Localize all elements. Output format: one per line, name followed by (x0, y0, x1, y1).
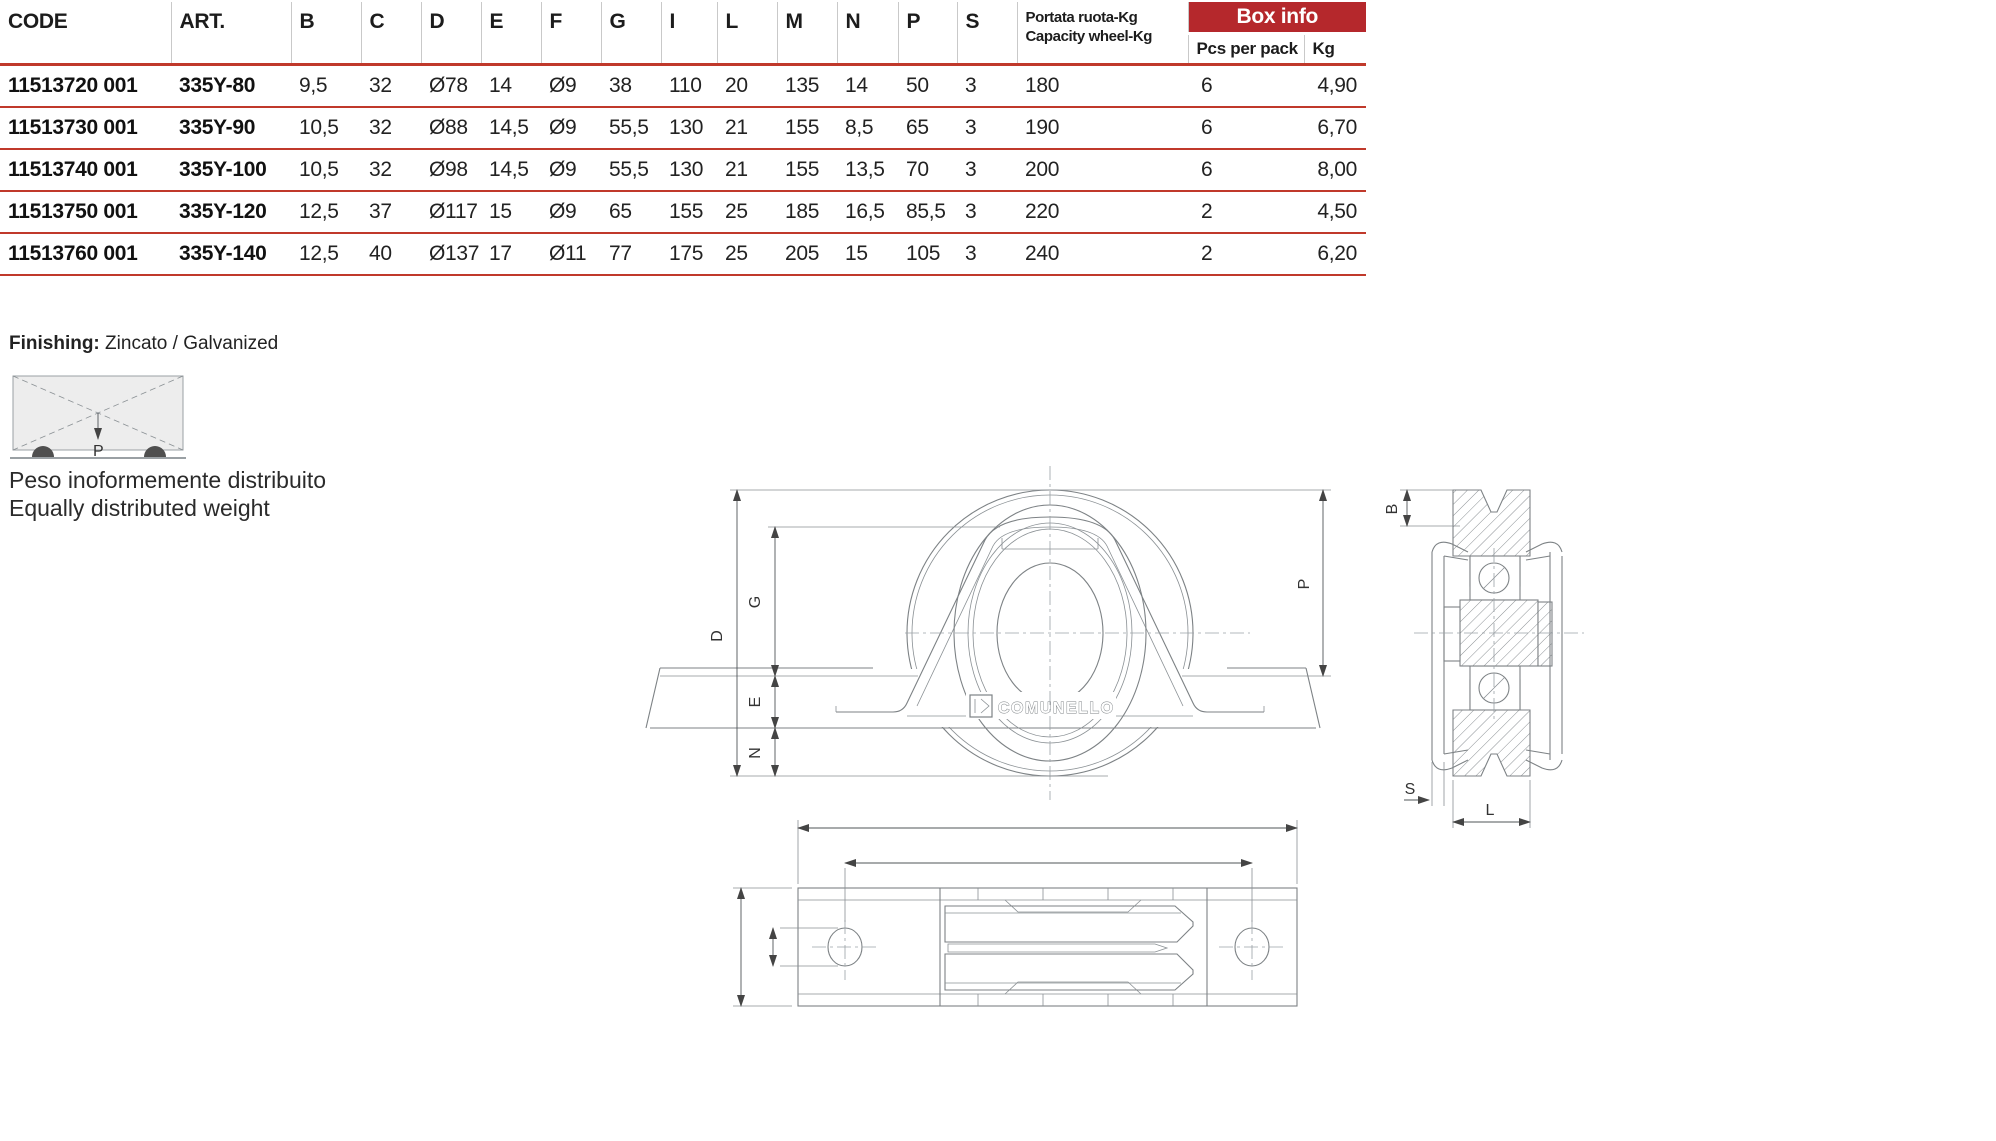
cell: 2 (1201, 242, 1213, 265)
cell: Ø9 (541, 65, 601, 108)
cell: 40 (369, 242, 392, 265)
cell: 8,00 (1317, 158, 1357, 181)
cell: 220 (1025, 200, 1060, 223)
cell: 335Y-90 (179, 116, 256, 139)
dim-label-g: G (747, 595, 764, 609)
front-view-drawing (646, 466, 1331, 800)
cell: 10,5 (299, 158, 339, 181)
cell: 65 (609, 200, 632, 223)
cell: 335Y-80 (171, 65, 291, 108)
col-header-art: ART. (171, 2, 291, 65)
cell: 4,50 (1317, 200, 1357, 223)
cell: 11513720 001 (0, 65, 171, 108)
col-header-b: B (291, 2, 361, 65)
cell: 14 (837, 65, 898, 108)
top-view-drawing (733, 820, 1297, 1006)
cell: 14,5 (489, 116, 529, 139)
col-header-p: P (898, 2, 957, 65)
cell: Ø78 (421, 65, 481, 108)
cell: 3 (965, 158, 977, 181)
cell: 335Y-140 (179, 242, 267, 265)
cell: 13,5 (845, 158, 885, 181)
col-header-s: S (957, 2, 1017, 65)
col-header-code: CODE (0, 2, 171, 65)
cell: 4,90 (1304, 65, 1366, 108)
cell: 6,70 (1317, 116, 1357, 139)
dim-label-s: S (1404, 781, 1416, 798)
finishing-label: Finishing: (9, 333, 100, 354)
cell: 38 (601, 65, 661, 108)
cell: 21 (725, 158, 748, 181)
cell: 180 (1017, 65, 1188, 108)
cell: 200 (1025, 158, 1060, 181)
cell: 11513730 001 (8, 116, 138, 139)
cell: 85,5 (906, 200, 946, 223)
col-header-e: E (481, 2, 541, 65)
cell: 205 (785, 242, 820, 265)
cell: 15 (845, 242, 868, 265)
cell: 50 (898, 65, 957, 108)
cell: 2 (1201, 200, 1213, 223)
cell: Ø9 (549, 158, 577, 181)
cell: Ø137 (429, 242, 480, 265)
cell: 3 (965, 116, 977, 139)
weight-note-line2: Equally distributed weight (9, 495, 270, 521)
cell: 6 (1201, 116, 1213, 139)
cell: 11513750 001 (8, 200, 138, 223)
col-header-n: N (837, 2, 898, 65)
weight-diagram-p-label: P (93, 443, 104, 460)
cell: Ø88 (429, 116, 468, 139)
col-header-m: M (777, 2, 837, 65)
cell: 25 (725, 200, 748, 223)
comunello-logo (966, 692, 1116, 719)
cell: 155 (785, 116, 820, 139)
cell: 135 (777, 65, 837, 108)
cell: 14,5 (489, 158, 529, 181)
cell: 6,20 (1317, 242, 1357, 265)
cell: 20 (717, 65, 777, 108)
col-header-kg: Kg (1312, 39, 1335, 58)
cell: 32 (361, 65, 421, 108)
cell: 11513760 001 (8, 242, 138, 265)
cell: 335Y-100 (179, 158, 267, 181)
dim-label-n: N (747, 747, 764, 759)
finishing-value: Zincato / Galvanized (105, 333, 279, 354)
box-info-banner: Box info (1188, 2, 1366, 34)
cell: 6 (1188, 65, 1304, 108)
cell: Ø11 (549, 242, 587, 265)
dim-label-p: P (1296, 578, 1313, 590)
cell: 32 (369, 158, 392, 181)
col-header-capacity: Portata ruota-Kg Capacity wheel-Kg (1017, 2, 1188, 65)
cell: 155 (669, 200, 704, 223)
col-header-l: L (717, 2, 777, 65)
cell: 21 (725, 116, 748, 139)
cell: 8,5 (845, 116, 874, 139)
cell: 130 (669, 158, 704, 181)
cell: 10,5 (299, 116, 339, 139)
cell: 240 (1025, 242, 1060, 265)
col-header-f: F (541, 2, 601, 65)
cell: 185 (785, 200, 820, 223)
cell: 55,5 (609, 116, 649, 139)
dim-label-l: L (1485, 802, 1495, 819)
cell: 15 (489, 200, 512, 223)
cell: 110 (661, 65, 717, 108)
cell: 3 (965, 242, 977, 265)
cell: 335Y-120 (179, 200, 267, 223)
dim-label-b: B (1384, 503, 1401, 515)
comunello-logo-text: COMUNELLO (998, 700, 1115, 717)
cell: 70 (906, 158, 929, 181)
cell: 9,5 (291, 65, 361, 108)
cell: 3 (957, 65, 1017, 108)
col-header-i: I (661, 2, 717, 65)
cell: Ø98 (429, 158, 468, 181)
cell: 12,5 (299, 242, 339, 265)
dim-label-e: E (747, 696, 764, 708)
cell: 17 (489, 242, 512, 265)
cell: 11513740 001 (8, 158, 138, 181)
dim-label-d: D (709, 630, 726, 642)
cell: 32 (369, 116, 392, 139)
cell: 16,5 (845, 200, 885, 223)
col-header-g: G (601, 2, 661, 65)
cell: 155 (785, 158, 820, 181)
cell: 37 (369, 200, 392, 223)
cell: 3 (965, 200, 977, 223)
cell: Ø9 (549, 116, 577, 139)
cell: 175 (669, 242, 704, 265)
cell: 6 (1201, 158, 1213, 181)
cell: 12,5 (299, 200, 339, 223)
side-view-drawing (1384, 490, 1584, 828)
cell: 105 (906, 242, 941, 265)
cell: 77 (609, 242, 632, 265)
cell: 25 (725, 242, 748, 265)
cell: Ø9 (549, 200, 577, 223)
col-header-pcs-per-pack: Pcs per pack (1188, 34, 1304, 65)
cell: 55,5 (609, 158, 649, 181)
cell: 65 (906, 116, 929, 139)
cell: Ø117 (429, 200, 478, 223)
cell: 190 (1025, 116, 1060, 139)
weight-diagram (10, 376, 186, 460)
col-header-d: D (421, 2, 481, 65)
col-header-c: C (361, 2, 421, 65)
cell: 14 (481, 65, 541, 108)
cell: 130 (669, 116, 704, 139)
weight-note-line1: Peso inoformemente distribuito (9, 467, 327, 493)
